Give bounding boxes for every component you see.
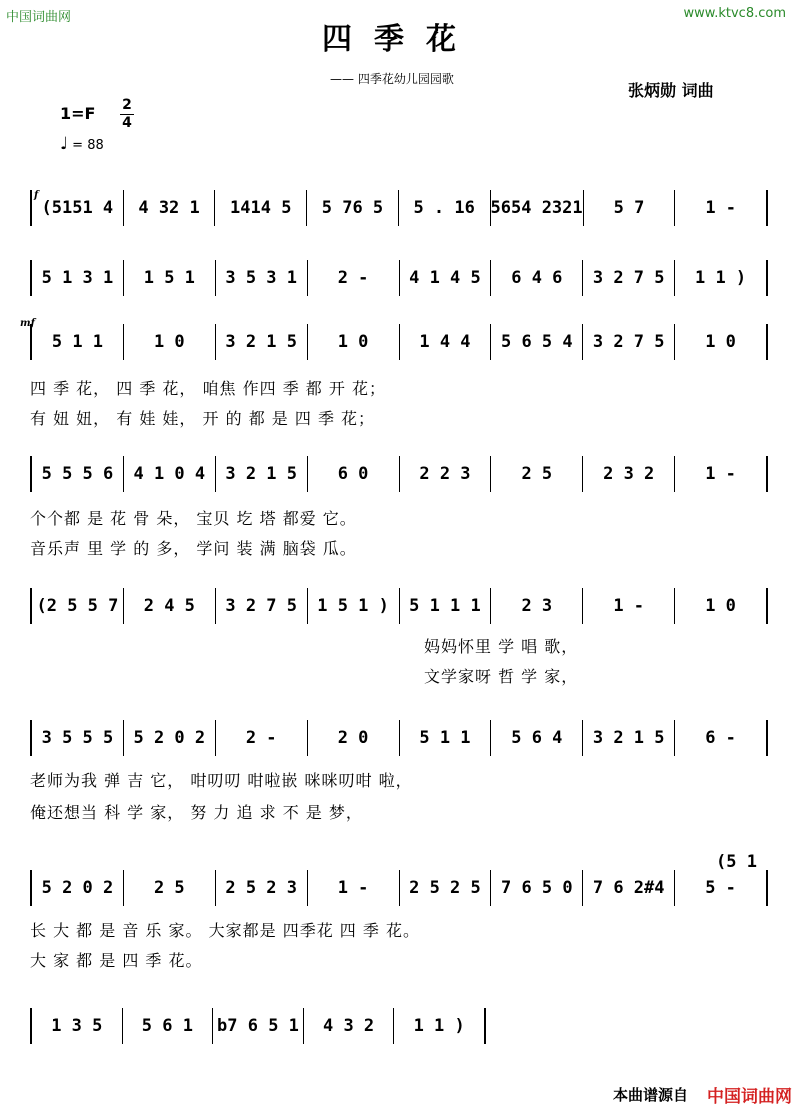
measure: 1 - <box>675 190 768 226</box>
measure: 3 2 1 5 <box>216 324 308 360</box>
staff-3 <box>30 326 768 366</box>
measure: 5 2 0 2 <box>124 720 216 756</box>
measure: 2 5 2 3 <box>216 870 308 906</box>
measure: (5151 4 <box>30 190 124 226</box>
lyric-line-5-verse-2: 大 家 都 是 四 季 花。 <box>30 951 203 970</box>
measure: 5 5 5 6 <box>30 456 124 492</box>
measure: 2 - <box>308 260 400 296</box>
measure: 4 32 1 <box>124 190 216 226</box>
song-title: 四季花 <box>322 22 478 57</box>
lyric-line-2-verse-1: 个个都 是 花 骨 朵， 宝贝 圪 塔 都爱 它。 <box>30 509 357 528</box>
time-signature-top: 2 <box>122 97 132 113</box>
measure: 7 6 5 0 <box>491 870 583 906</box>
measure: 2 5 <box>124 870 216 906</box>
song-subtitle: —— 四季花幼儿园园歌 <box>330 72 454 86</box>
measure: 5 1 3 1 <box>30 260 124 296</box>
measure: 1 0 <box>308 324 400 360</box>
time-signature <box>120 98 134 131</box>
dynamic-forte: f <box>34 190 39 201</box>
staff-notes <box>30 190 768 226</box>
measure: 5 1 1 <box>400 720 492 756</box>
staff-5 <box>30 590 768 630</box>
lyric-line-4-verse-1: 老师为我 弹 吉 它， 咁叨叨 咁啦嵌 咪咪叨咁 啦， <box>30 771 413 790</box>
staff-8 <box>30 1010 486 1050</box>
lyric-line-1-verse-2: 有 妞 妞， 有 娃 娃， 开 的 都 是 四 季 花； <box>30 409 376 428</box>
measure: 7 6 2#4 <box>583 870 675 906</box>
measure: 1 5 1 ) <box>308 588 400 624</box>
measure: 1 0 <box>675 324 768 360</box>
staff-6 <box>30 722 768 762</box>
measure: 2 3 2 <box>583 456 675 492</box>
measure: 3 2 7 5 <box>583 324 675 360</box>
measure: 2 5 <box>491 456 583 492</box>
measure: 5 - <box>675 870 768 906</box>
watermark-right[interactable]: www.ktvc8.com <box>683 6 786 21</box>
measure: 2 3 <box>491 588 583 624</box>
measure: 1 1 ) <box>394 1008 486 1044</box>
staff-notes <box>30 870 768 906</box>
staff-notes <box>30 260 768 296</box>
watermark-left: 中国词曲网 <box>6 10 72 25</box>
measure: 1 0 <box>675 588 768 624</box>
measure: 3 2 1 5 <box>216 456 308 492</box>
lyric-line-5-verse-1: 长 大 都 是 音 乐 家。 大家都是 四季花 四 季 花。 <box>30 921 420 940</box>
measure: 6 0 <box>308 456 400 492</box>
staff-notes <box>30 1008 486 1044</box>
measure: 1 3 5 <box>30 1008 123 1044</box>
footer-site-link[interactable]: 中国词曲网 <box>707 1087 792 1107</box>
quarter-note-icon: ♩ <box>60 134 69 154</box>
staff-2 <box>30 262 768 302</box>
measure: 3 2 7 5 <box>216 588 308 624</box>
measure: 1 - <box>675 456 768 492</box>
measure: 2 0 <box>308 720 400 756</box>
measure: (2 5 5 7 <box>30 588 124 624</box>
footer-source-label: 本曲谱源自 <box>612 1086 688 1104</box>
measure: 5 6 1 <box>123 1008 214 1044</box>
lyric-line-3-verse-1: 妈妈怀里 学 唱 歌， <box>424 637 579 656</box>
tempo-marking <box>60 134 104 154</box>
measure: 1414 5 <box>215 190 307 226</box>
measure: 2 - <box>216 720 308 756</box>
measure: 5 1 1 <box>30 324 124 360</box>
tempo-value: = 88 <box>72 138 104 153</box>
measure: 1 1 ) <box>675 260 768 296</box>
staff-notes <box>30 588 768 624</box>
measure: 5 6 5 4 <box>491 324 583 360</box>
measure: 1 4 4 <box>400 324 492 360</box>
lyric-line-4-verse-2: 俺还想当 科 学 家， 努 力 追 求 不 是 梦， <box>30 803 363 822</box>
measure: 5654 2321 <box>491 190 584 226</box>
measure: 5 . 16 <box>399 190 491 226</box>
measure: 6 4 6 <box>491 260 583 296</box>
staff-notes <box>30 720 768 756</box>
staff-notes <box>30 324 768 360</box>
key-signature: 1=F <box>60 104 96 123</box>
pickup-notes: (5 1 <box>716 852 757 872</box>
measure: 3 5 5 5 <box>30 720 124 756</box>
measure: 1 0 <box>124 324 216 360</box>
measure: 3 2 7 5 <box>583 260 675 296</box>
measure: 5 1 1 1 <box>400 588 492 624</box>
measure: 3 5 3 1 <box>216 260 308 296</box>
lyric-line-2-verse-2: 音乐声 里 学 的 多， 学问 装 满 脑袋 瓜。 <box>30 539 357 558</box>
staff-1 <box>30 192 768 232</box>
measure: 4 1 0 4 <box>124 456 216 492</box>
measure: 4 3 2 <box>304 1008 395 1044</box>
lyric-line-3-verse-2: 文学家呀 哲 学 家， <box>424 667 579 686</box>
measure: 5 6 4 <box>491 720 583 756</box>
measure: b7 6 5 1 <box>213 1008 304 1044</box>
staff-notes <box>30 456 768 492</box>
measure: 2 2 3 <box>400 456 492 492</box>
composer-credit: 张炳勋 词曲 <box>628 81 714 100</box>
staff-4 <box>30 458 768 498</box>
measure: 1 5 1 <box>124 260 216 296</box>
measure: 5 76 5 <box>307 190 399 226</box>
measure: 5 2 0 2 <box>30 870 124 906</box>
measure: 5 7 <box>584 190 676 226</box>
dynamic-mezzo-forte: mf <box>20 318 35 329</box>
measure: 4 1 4 5 <box>400 260 492 296</box>
time-signature-bottom: 4 <box>122 115 132 131</box>
measure: 2 4 5 <box>124 588 216 624</box>
measure: 6 - <box>675 720 768 756</box>
lyric-line-1-verse-1: 四 季 花， 四 季 花， 咱焦 作四 季 都 开 花； <box>30 379 386 398</box>
measure: 3 2 1 5 <box>583 720 675 756</box>
measure: 1 - <box>308 870 400 906</box>
measure: 2 5 2 5 <box>400 870 492 906</box>
measure: 1 - <box>583 588 675 624</box>
staff-7 <box>30 872 768 912</box>
